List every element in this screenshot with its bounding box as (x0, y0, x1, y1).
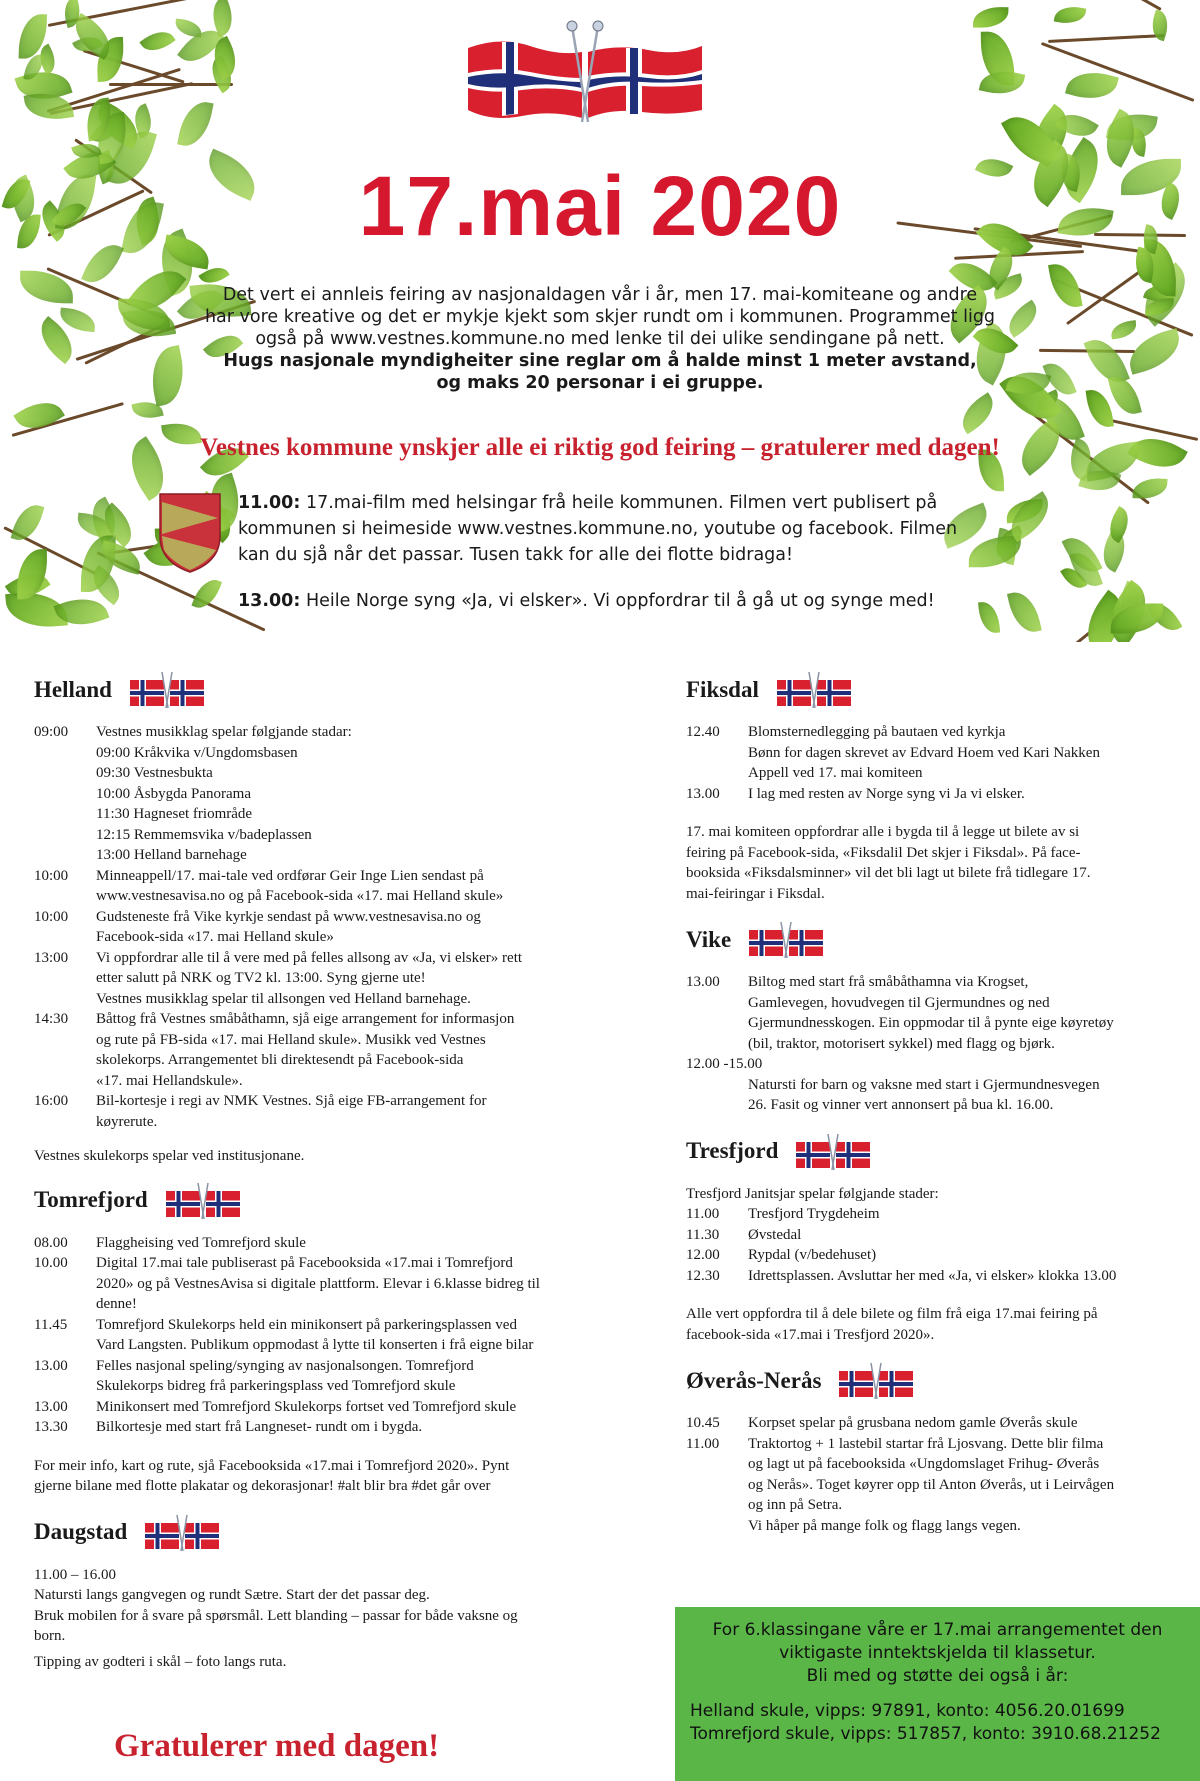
schedule-row: 12.30 Idrettsplassen. Avsluttar her med «Ja, vi elsker» klokka 13.00 (686, 1267, 1117, 1284)
section-title: Tresfjord (686, 1138, 779, 1164)
right-column (686, 666, 1186, 1536)
schedule-row: 10.45 Korpset spelar på grusbana nedom gamle Øverås skule (686, 1415, 1078, 1431)
schedule-row: 13.30 Bilkortesje med start frå Langneset- rundt om i bygda. (34, 1419, 423, 1435)
schedule-row: 12.00 Rypdal (v/bedehuset) (686, 1247, 877, 1263)
tomrefjord-schedule (34, 1233, 624, 1497)
program-time: 11.00: (238, 493, 301, 513)
program-text: 17.mai-film med helsingar frå heile kommunen. Filmen vert publisert på (305, 493, 938, 513)
schedule-row: 11.00 Traktortog + 1 lastebil startar frå Ljosvang. Dette blir filma og lagt ut på facebooksida «Ungdomslaget Frihug- Øverås og Nerås». Toget køyrer opp til Anton Øverås, ut i Leirvågen og inn på Setra. Vi håper på mange folk og flagg langs vegen. (686, 1435, 1115, 1534)
schedule-row: 10:00 Minneappell/17. mai-tale ved ordførar Geir Inge Lien sendast på www.vestnesavisa.no og på Facebook-sida «17. mai Helland skule» (34, 867, 504, 904)
support-text: Bli med og støtte dei også i år: (806, 1666, 1069, 1686)
helland-schedule (34, 722, 624, 1167)
program-text: kommunen si heimeside www.vestnes.kommune.no, youtube og facebook. Filmen (238, 519, 958, 539)
section-title: Vike (686, 926, 732, 952)
tresfjord-note: Alle vert oppfordra til å dele bilete og film frå eiga 17.mai feiring på facebook-sida «17.mai i Tresfjord 2020». (686, 1306, 1098, 1343)
program-item-singing (238, 588, 1038, 614)
schedule-row: 13:00 Vi oppfordrar alle til å vere med på felles allsong av «Ja, vi elsker» rett etter salutt på NRK og TV2 kl. 13:00. Syng gjerne ute! Vestnes musikklag spelar til allsongen ved Helland barnehage. (34, 949, 523, 1007)
flags-icon (792, 1132, 874, 1172)
page-title: 17.mai 2020 (358, 159, 842, 253)
section-heading-daugstad (34, 1509, 624, 1557)
program-text: kan du sjå når det passar. Tusen takk for alle dei flotte bidraga! (238, 545, 794, 565)
schedule-row: 13.00 I lag med resten av Norge syng vi Ja vi elsker. (686, 785, 1025, 802)
municipality-wish: Vestnes kommune ynskjer alle ei riktig god feiring – gratulerer med dagen! (200, 434, 1000, 461)
daugstad-info: 11.00 – 16.00 Natursti langs gangvegen og rundt Sætre. Start der det passar deg. Bruk mobilen for å svare på spørsmål. Lett blanding – passar for både vaksne og born. Tipping av godteri i skål – foto langs ruta. (34, 1566, 518, 1670)
flags-icon (126, 670, 208, 710)
schedule-row: 09:00 Vestnes musikklag spelar følgjande stadar: 09:00 Kråkvika v/Ungdomsbasen 09:30 Vestnesbukta 10:00 Åsbygda Panorama 11:30 Hagneset friområde 12:15 Remmemsvika v/badeplassen 13:00 Helland barnehage (34, 724, 352, 863)
schedule-row: 10.00 Digital 17.mai tale publiserast på Facebooksida «17.mai i Tomrefjord 2020» og på VestnesAvisa si digitale plattform. Elevar i 6.klasse bidreg til denne! (34, 1255, 540, 1312)
schedule-row: 11.45 Tomrefjord Skulekorps held ein minikonsert på parkeringsplassen ved Vard Langsten. Publikum oppmodast å lytte til konserten i frå eigne bilar (34, 1316, 534, 1353)
crossed-flags-icon (460, 18, 710, 128)
schedule-row: 13.00 Minikonsert med Tomrefjord Skulekorps fortset ved Tomrefjord skule (34, 1398, 517, 1415)
schedule-row: 11.00 Tresfjord Trygdeheim (686, 1206, 880, 1222)
left-column (34, 666, 624, 1672)
section-title: Øverås-Nerås (686, 1367, 822, 1393)
support-text: For 6.klassingane våre er 17.mai arrangementet den (712, 1620, 1163, 1640)
program-time: 13.00: (238, 591, 301, 611)
schedule-row: 11.30 Øvstedal (686, 1226, 802, 1243)
section-heading-fiksdal (686, 666, 1186, 714)
tomrefjord-note: For meir info, kart og rute, sjå Facebooksida «17.mai i Tomrefjord 2020». Pynt gjerne bilane med flotte plakatar og dekorasjonar! #alt blir bra #det går over (34, 1457, 510, 1494)
section-title: Fiksdal (686, 676, 759, 702)
schedule-row: 10:00 Gudsteneste frå Vike kyrkje sendast på www.vestnesavisa.no og Facebook-sida «17. mai Helland skule» (34, 908, 481, 945)
section-heading-overas (686, 1357, 1186, 1405)
congratulations-footer: Gratulerer med dagen! (114, 1728, 440, 1764)
section-title: Tomrefjord (34, 1187, 148, 1213)
schedule-row: 13.00 Felles nasjonal speling/synging av nasjonalsongen. Tomrefjord Skulekorps bidreg frå parkeringsplass ved Tomrefjord skule (34, 1357, 474, 1394)
program-item-film (238, 490, 1038, 568)
intro-line: også på www.vestnes.kommune.no med lenke til dei ulike sendingane på nett. (255, 329, 945, 349)
flags-icon (773, 670, 855, 710)
schedule-row: 08.00 Flaggheising ved Tomrefjord skule (34, 1234, 306, 1251)
header-banner (0, 0, 1200, 642)
vike-schedule: 13.00 Biltog med start frå småbåthamna via Krogset, Gamlevegen, hovudvegen til Gjermundnes og ned Gjermundnesskogen. Ein oppmodar til å pynte eige køyretøy (bil, traktor, motorisert sykkel) med flagg og bjørk. 12.00 -15.00 Natursti for barn og vaksne med start i Gjermundnesvegen 26. Fasit og vinner vert annonsert på bua kl. 16.00. (686, 972, 1186, 1116)
schedule-time: 12.00 -15.00 (686, 1056, 763, 1072)
section-heading-vike (686, 916, 1186, 964)
flags-icon (141, 1513, 223, 1553)
intro-line: Det vert ei annleis feiring av nasjonaldagen vår i år, men 17. mai-komiteane og andre (222, 285, 978, 305)
payment-info: Helland skule, vipps: 97891, konto: 4056.20.01699 (690, 1701, 1125, 1721)
intro-text (180, 284, 1020, 394)
section-heading-helland (34, 666, 624, 714)
section-heading-tomrefjord (34, 1177, 624, 1225)
intro-rule-line: og maks 20 personar i ei gruppe. (436, 373, 764, 393)
tresfjord-schedule: Tresfjord Janitsjar spelar følgjande stader: 11.00 Tresfjord Trygdeheim 11.30 Øvstedal 12.00 Rypdal (v/bedehuset) 12.30 Idrettsplassen. Avsluttar her med «Ja, vi elsker» klokka 13.00 Alle vert oppfordra til å dele bilete og film frå eiga 17.mai feiring på facebook-sida «17.mai i Tresfjord 2020». (686, 1184, 1186, 1346)
intro-line: har vore kreative og det er mykje kjekt som skjer rundt om i kommunen. Programmet ligg (204, 307, 996, 327)
section-title: Daugstad (34, 1519, 128, 1545)
fiksdal-schedule (686, 722, 1186, 904)
class-trip-support-box (675, 1607, 1200, 1781)
payment-info: Tomrefjord skule, vipps: 517857, konto: 3910.68.21252 (690, 1724, 1161, 1744)
municipal-crest-icon (158, 492, 222, 574)
section-heading-tresfjord (686, 1128, 1186, 1176)
schedule-row: 12.40 Blomsternedlegging på bautaen ved kyrkja Bønn for dagen skrevet av Edvard Hoem ved Kari Nakken Appell ved 17. mai komiteen (686, 724, 1100, 781)
support-text: viktigaste inntektskjelda til klassetur. (779, 1643, 1096, 1663)
schedule-row: 14:30 Båttog frå Vestnes småbåthamn, sjå eige arrangement for informasjon og rute på FB-sida «17. mai Helland skule». Musikk ved Vestnes skolekorps. Arrangementet bli direktesendt på Facebook-sida «17. mai Hellandskule». (34, 1011, 515, 1089)
overas-schedule (686, 1413, 1186, 1536)
flags-icon (745, 920, 827, 960)
intro-rule-line: Hugs nasjonale myndigheiter sine reglar om å halde minst 1 meter avstand, (223, 351, 977, 371)
schedule-row: 13.00 Biltog med start frå småbåthamna via Krogset, Gamlevegen, hovudvegen til Gjermundnes og ned Gjermundnesskogen. Ein oppmodar til å pynte eige køyretøy (bil, traktor, motorisert sykkel) med flagg og bjørk. (686, 974, 1114, 1052)
helland-note: Vestnes skulekorps spelar ved institusjonane. (34, 1148, 305, 1164)
fiksdal-note: 17. mai komiteen oppfordrar alle i bygda til å legge ut bilete av si feiring på Facebook-sida, «Fiksdalil Det skjer i Fiksdal». På face- booksida «Fiksdalsminner» vil det bli lagt ut bilete frå tidlegare 17. mai-feiringar i Fiksdal. (686, 824, 1091, 902)
flags-icon (835, 1361, 917, 1401)
flags-icon (162, 1181, 244, 1221)
schedule-row: 16:00 Bil-kortesje i regi av NMK Vestnes. Sjå eige FB-arrangement for køyrerute. (34, 1093, 487, 1130)
section-title: Helland (34, 676, 112, 702)
program-text: Heile Norge syng «Ja, vi elsker». Vi oppfordrar til å gå ut og synge med! (305, 591, 935, 611)
